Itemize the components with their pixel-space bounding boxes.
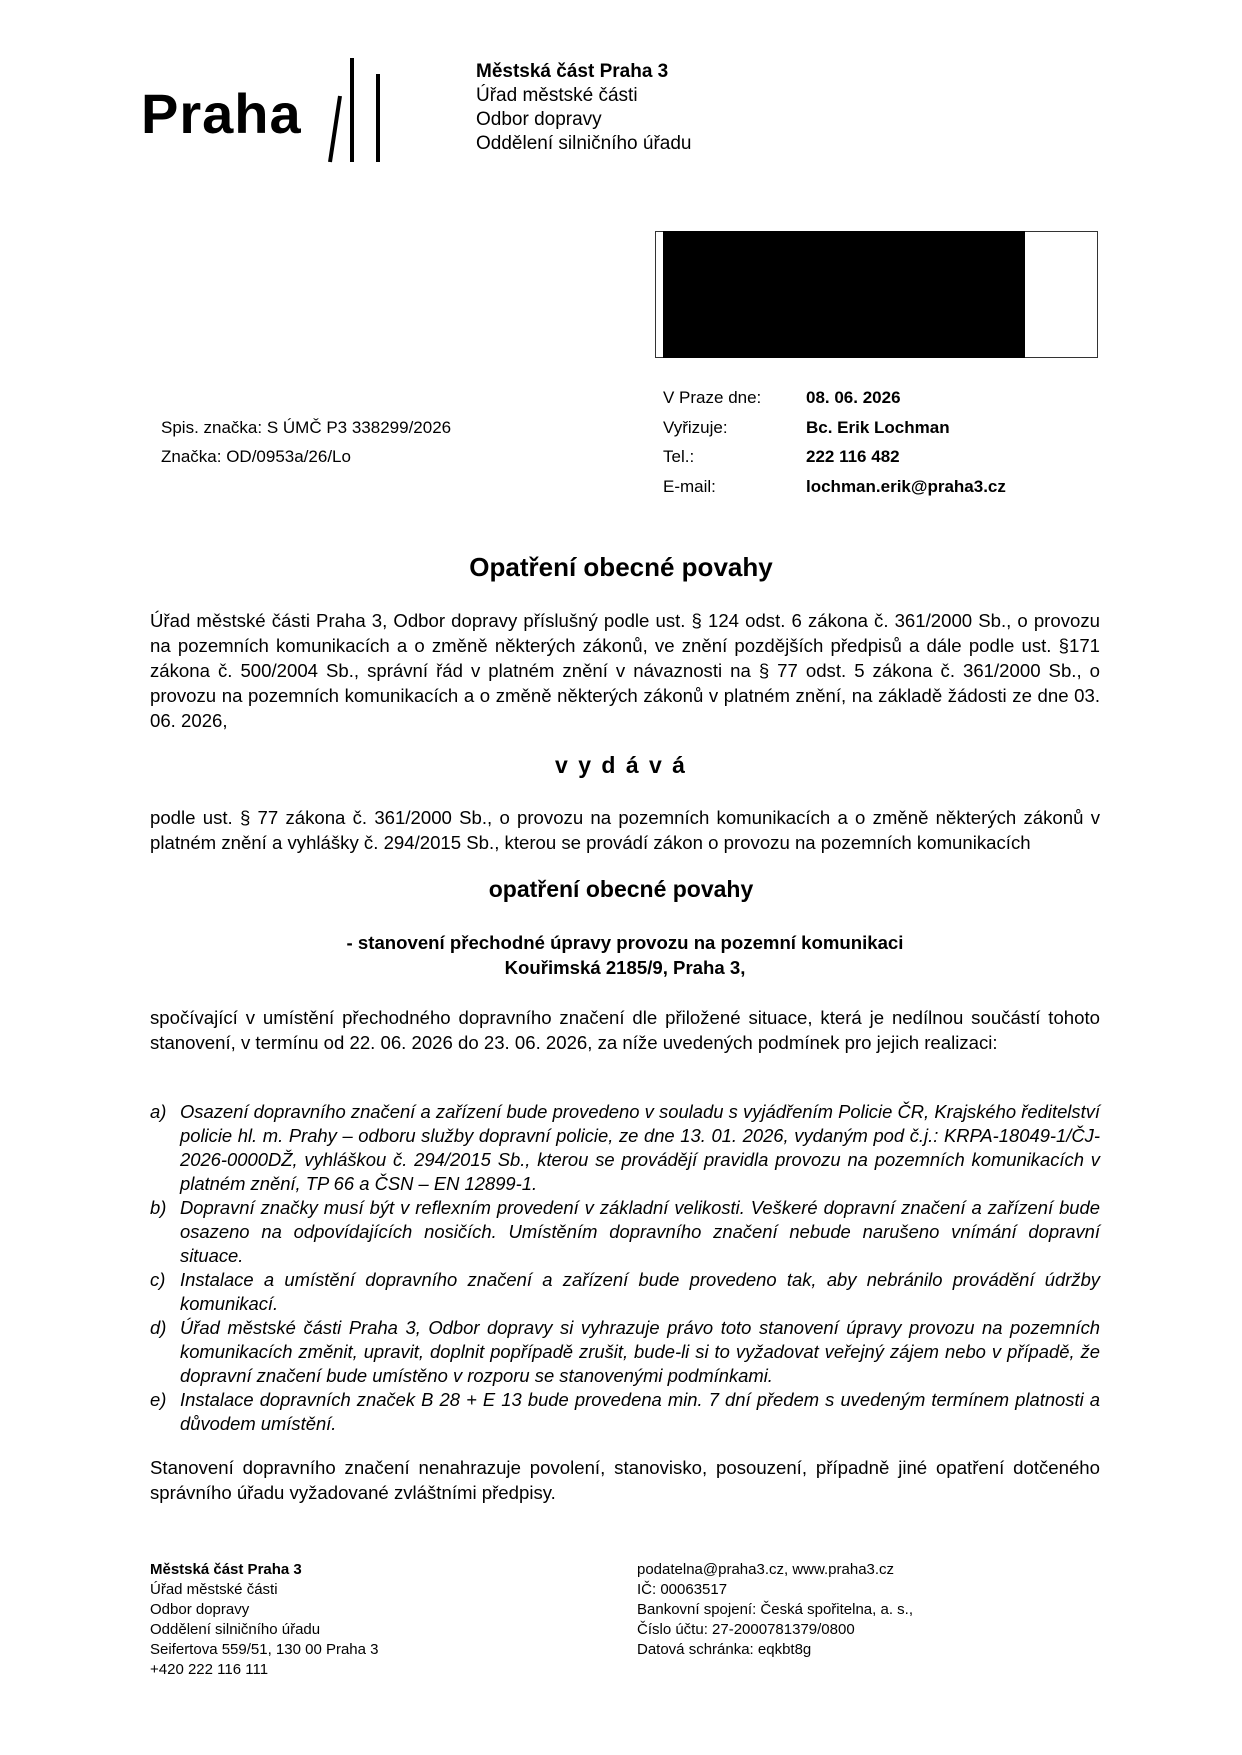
org-line: Odbor dopravy xyxy=(476,109,602,130)
condition-text: Instalace dopravních značek B 28 + E 13 bude provedena min. 7 dní předem s uvedeným termínem platnosti a důvodem umístění. xyxy=(180,1389,1100,1434)
org-line: Oddělení silničního úřadu xyxy=(476,133,692,154)
meta-label: E-mail: xyxy=(663,477,716,496)
subtitle: opatření obecné povahy xyxy=(488,876,754,902)
condition-item xyxy=(150,1268,1100,1316)
footer-line: Úřad městské části xyxy=(150,1581,278,1598)
org-line: Úřad městské části xyxy=(476,85,638,106)
footer-line: Bankovní spojení: Česká spořitelna, a. s., xyxy=(637,1601,913,1618)
condition-letter: b) xyxy=(150,1197,167,1218)
footer-line: Městská část Praha 3 xyxy=(150,1561,302,1578)
condition-item xyxy=(150,1316,1100,1388)
conditions-list xyxy=(150,1100,1100,1436)
condition-letter: a) xyxy=(150,1101,167,1122)
praha-logo-text: Praha xyxy=(141,82,302,145)
condition-text: Úřad městské části Praha 3, Odbor dopravy si vyhrazuje právo toto stanovení úpravy provozu na pozemních komunikacích změnit, upravit, doplnit popřípadě zrušit, bude-li si to vyžadovat veřejný zájem nebo v případě, že dopravní značení bude umístěno v rozporu se stanovenými podmínkami. xyxy=(180,1317,1100,1386)
footer-line: Datová schránka: eqkbt8g xyxy=(637,1641,812,1658)
meta-label: Vyřizuje: xyxy=(663,418,728,437)
footer-contact-link[interactable]: podatelna@praha3.cz, www.praha3.cz xyxy=(637,1561,895,1578)
meta-value: 222 116 482 xyxy=(806,447,900,466)
spis-znacka: Spis. značka: S ÚMČ P3 338299/2026 xyxy=(161,418,452,437)
footer-line: Oddělení silničního úřadu xyxy=(150,1621,321,1638)
znacka: Značka: OD/0953a/26/Lo xyxy=(161,447,351,466)
condition-text: Dopravní značky musí být v reflexním provedení v základní velikosti. Veškeré dopravní značení a zařízení bude osazeno na odpovídajících nosičích. Umístěním dopravního značení nebude narušeno vnímání dopravní situace. xyxy=(180,1197,1100,1266)
footer-line: Číslo účtu: 27-2000781379/0800 xyxy=(637,1621,855,1638)
condition-letter: c) xyxy=(150,1269,166,1290)
intro-paragraph: Úřad městské části Praha 3, Odbor dopravy příslušný podle ust. § 124 odst. 6 zákona č. 361/2000 Sb., o provozu na pozemních komunikacích a o změně některých zákonů, ve znění pozdějších předpisů a dále podle ust. §171 zákona č. 500/2004 Sb., správní řád v platném znění v návaznosti na § 77 odst. 5 zákona č. 361/2000 Sb., o provozu na pozemních komunikacích a o změně některých zákonů v platném znění, na základě žádosti ze dne 03. 06. 2026, xyxy=(150,610,1100,731)
condition-letter: d) xyxy=(150,1317,167,1338)
issues-heading: v y d á v á xyxy=(555,752,687,778)
redaction-block xyxy=(663,231,1025,358)
meta-label: Tel.: xyxy=(663,447,695,466)
footer-left xyxy=(150,1560,379,1680)
document-title: Opatření obecné povahy xyxy=(469,552,773,582)
condition-item xyxy=(150,1100,1100,1196)
footer-line: +420 222 116 111 xyxy=(150,1661,269,1678)
meta-label: V Praze dne: xyxy=(663,388,762,407)
condition-text: Instalace a umístění dopravního značení a zařízení bude provedeno tak, aby nebránilo provádění údržby komunikací. xyxy=(180,1269,1100,1314)
footer-line: Seifertova 559/51, 130 00 Praha 3 xyxy=(150,1641,379,1658)
condition-text: Osazení dopravního značení a zařízení bude provedeno v souladu s vyjádřením Policie ČR, Krajského ředitelství policie hl. m. Prahy – odboru služby dopravní policie, ze dne 13. 01. 2026, vydaným pod č.j.: KRPA-18049-1/ČJ-2026-0000DŽ, vyhláškou č. 294/2015 Sb., kterou se provádějí pravidla provozu na pozemních komunikacích v platném znění, TP 66 a ČSN – EN 12899-1. xyxy=(180,1101,1100,1194)
meta-value: 08. 06. 2026 xyxy=(806,388,901,407)
condition-item xyxy=(150,1388,1100,1436)
footer-line: IČ: 00063517 xyxy=(637,1581,728,1598)
condition-letter: e) xyxy=(150,1389,167,1410)
praha-logo-bars-icon xyxy=(318,56,390,164)
closing-paragraph: Stanovení dopravního značení nenahrazuje povolení, stanovisko, posouzení, případně jiné opatření dotčeného správního úřadu vyžadované zvláštními předpisy. xyxy=(150,1457,1100,1503)
legal-basis-paragraph: podle ust. § 77 zákona č. 361/2000 Sb., o provozu na pozemních komunikacích a o změně některých zákonů v platném znění a vyhlášky č. 294/2015 Sb., kterou se provádí zákon o provozu na pozemních komunikacích xyxy=(150,807,1100,853)
subject-address: Kouřimská 2185/9, Praha 3, xyxy=(504,957,746,978)
condition-item xyxy=(150,1196,1100,1268)
subject-line: - stanovení přechodné úpravy provozu na pozemní komunikaci xyxy=(346,932,904,953)
org-line: Městská část Praha 3 xyxy=(476,61,669,82)
meta-value-email: lochman.erik@praha3.cz xyxy=(806,477,1006,496)
footer-line: Odbor dopravy xyxy=(150,1601,250,1618)
org-address xyxy=(476,60,691,156)
consisting-paragraph: spočívající v umístění přechodného dopravního značení dle přiložené situace, která je nedílnou součástí tohoto stanovení, v termínu od 22. 06. 2026 do 23. 06. 2026, za níže uvedených podmínek pro jejich realizaci: xyxy=(150,1007,1100,1053)
meta-value: Bc. Erik Lochman xyxy=(806,418,950,437)
footer-right xyxy=(637,1560,913,1660)
